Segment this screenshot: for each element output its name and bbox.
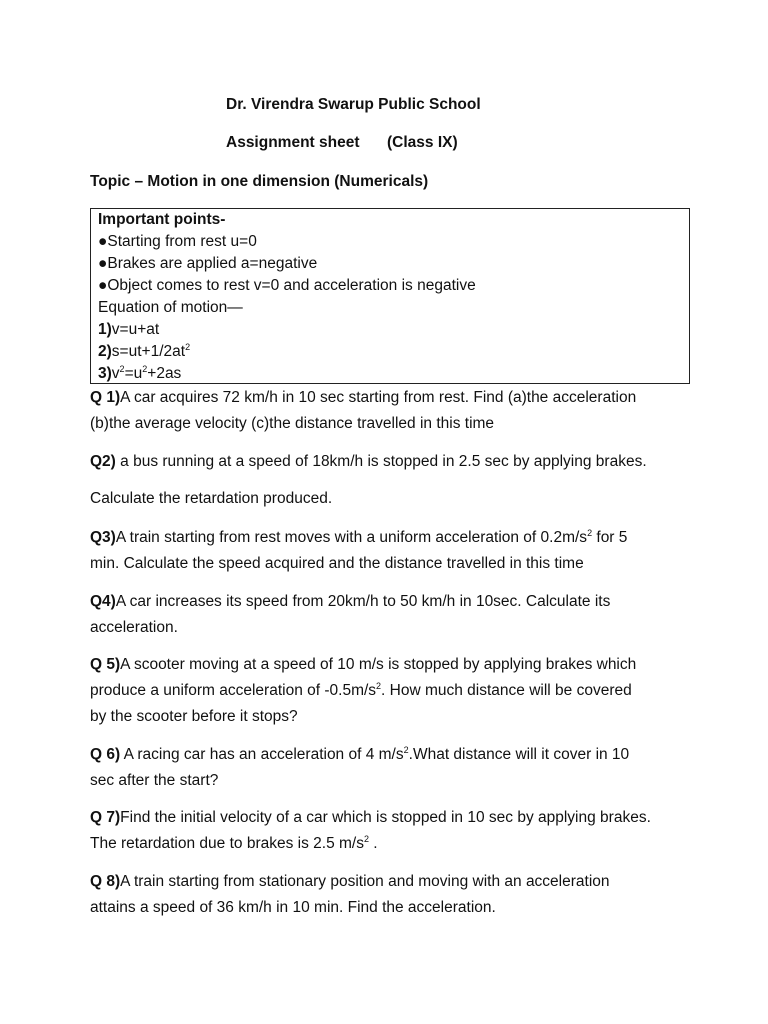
assignment-sheet-label: Assignment sheet (226, 134, 360, 151)
superscript: 2 (403, 745, 409, 755)
question-text: . (369, 835, 378, 852)
superscript: 2 (376, 681, 382, 691)
point-item: ●Brakes are applied a=negative (98, 255, 318, 272)
equation-number: 2) (98, 343, 112, 360)
question-text: . How much distance will be covered (381, 682, 632, 699)
superscript: 2 (142, 364, 148, 374)
equation-number: 3) (98, 365, 112, 382)
question-label: Q 6) (90, 746, 121, 763)
question-text: produce a uniform acceleration of -0.5m/s (90, 682, 377, 699)
topic-title: Topic – Motion in one dimension (Numericals) (90, 173, 429, 190)
question-8-line-2: attains a speed of 36 km/h in 10 min. Find the acceleration. (90, 899, 496, 916)
question-label: Q4) (90, 593, 116, 610)
important-points-box (90, 208, 690, 384)
question-label: Q 1) (90, 389, 121, 406)
question-label: Q 8) (90, 873, 121, 890)
question-6-line-1 (90, 745, 629, 765)
school-name: Dr. Virendra Swarup Public School (226, 96, 481, 113)
question-label: Q 5) (90, 656, 121, 673)
question-8-line-1 (90, 872, 610, 892)
question-4-line-2: acceleration. (90, 619, 178, 636)
question-text: A scooter moving at a speed of 10 m/s is stopped by applying brakes which (120, 656, 637, 673)
equation-text: s=ut+1/2at (111, 343, 186, 360)
question-text: The retardation due to brakes is 2.5 m/s (90, 835, 364, 852)
question-5-line-2 (90, 681, 632, 701)
equation-heading: Equation of motion— (98, 299, 243, 316)
equation-number: 1) (98, 321, 112, 338)
question-6-line-2: sec after the start? (90, 772, 219, 789)
question-text: a bus running at a speed of 18km/h is stopped in 2.5 sec by applying brakes. (115, 453, 647, 470)
equation-text: =u (124, 365, 143, 382)
question-2-line-1 (90, 452, 647, 472)
question-7-line-2 (90, 834, 378, 854)
question-text: Find the initial velocity of a car which is stopped in 10 sec by applying brakes. (120, 809, 651, 826)
question-3-line-2: min. Calculate the speed acquired and the distance travelled in this time (90, 555, 584, 572)
equation-2 (98, 342, 190, 362)
question-text: A racing car has an acceleration of 4 m/s (120, 746, 404, 763)
question-text: A car increases its speed from 20km/h to 50 km/h in 10sec. Calculate its (115, 593, 611, 610)
point-item: ●Object comes to rest v=0 and acceleration is negative (98, 277, 476, 294)
question-4-line-1 (90, 592, 610, 612)
question-label: Q2) (90, 453, 116, 470)
superscript: 2 (185, 342, 191, 352)
question-5-line-3: by the scooter before it stops? (90, 708, 298, 725)
question-text: .What distance will it cover in 10 (408, 746, 630, 763)
superscript: 2 (119, 364, 125, 374)
equation-text: v=u+at (111, 321, 160, 338)
class-label: (Class IX) (387, 134, 458, 151)
equation-text: +2as (147, 365, 182, 382)
question-text: for 5 (592, 529, 628, 546)
question-1-line-2: (b)the average velocity (c)the distance travelled in this time (90, 415, 495, 432)
question-2-line-2: Calculate the retardation produced. (90, 490, 333, 507)
question-text: A train starting from stationary position and moving with an acceleration (120, 873, 610, 890)
question-label: Q3) (90, 529, 116, 546)
question-text: A car acquires 72 km/h in 10 sec starting from rest. Find (a)the acceleration (120, 389, 637, 406)
important-points-title: Important points- (98, 211, 226, 228)
question-5-line-1 (90, 655, 636, 675)
superscript: 2 (587, 528, 593, 538)
question-3-line-1 (90, 528, 627, 548)
question-7-line-1 (90, 808, 651, 828)
superscript: 2 (363, 834, 369, 844)
question-1-line-1 (90, 388, 636, 408)
equation-text: v (111, 365, 120, 382)
equation-1 (98, 320, 159, 340)
question-label: Q 7) (90, 809, 121, 826)
question-text: A train starting from rest moves with a uniform acceleration of 0.2m/s (115, 529, 588, 546)
point-item: ●Starting from rest u=0 (98, 233, 257, 250)
equation-3 (98, 364, 181, 384)
